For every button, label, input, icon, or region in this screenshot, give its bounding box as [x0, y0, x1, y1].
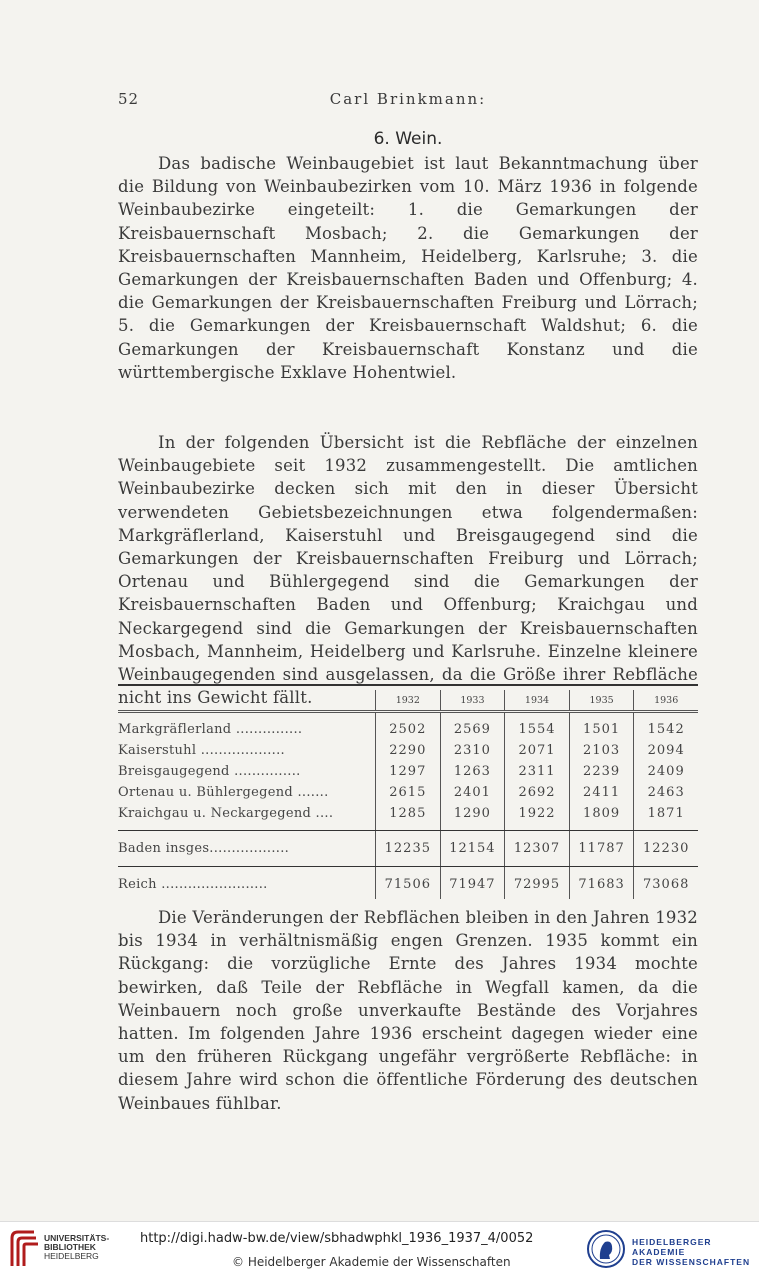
cell-value: 1922	[505, 803, 570, 831]
cell-value: 2310	[440, 740, 505, 761]
paragraph-3	[118, 906, 698, 1115]
year-header: 1933	[440, 690, 505, 712]
cell-value: 71683	[569, 867, 634, 900]
cell-value: 71947	[440, 867, 505, 900]
viewer-footer	[0, 1221, 759, 1276]
paragraph-text: Die Veränderungen der Rebflächen bleiben in den Jahren 1932 bis 1934 in verhältnismäßig engen Grenzen. 1935 kommt ein Rückgang: die vorzügliche Ernte des Jahres 1934 mochte bewirken, daß Teile der Rebfläche in Wegfall kamen, da die Weinbauern noch große unverkaufte Bestände des Vorjahres hatten. Im folgenden Jahre 1936 erscheint dagegen wieder eine um den früheren Rückgang ungefähr vergrößerte Rebfläche: in diesem Jahre wird schon die öffentliche Förderung des deutschen Weinbaues fühlbar.	[118, 908, 698, 1113]
cell-value: 2239	[569, 761, 634, 782]
cell-value: 12235	[376, 831, 441, 867]
table-row	[118, 782, 698, 803]
label-column-header	[118, 690, 376, 712]
year-header: 1932	[376, 690, 441, 712]
table-row	[118, 803, 698, 831]
paragraph-text: Das badische Weinbaugebiet ist laut Bekanntmachung über die Bildung von Weinbaubezirken vom 10. März 1936 in folgende Weinbaubezirke eingeteilt: 1. die Gemarkungen der Kreisbauernschaft Mosbach; 2. die Gemarkungen der Kreisbauernschaften Mannheim, Heidelberg, Karlsruhe; 3. die Gemarkungen der Kreisbauernschaften Baden und Offenburg; 4. die Gemarkungen der Kreisbauernschaften Freiburg und Lörrach; 5. die Gemarkungen der Kreisbauernschaft Waldshut; 6. die Gemarkungen der Kreisbauernschaft Konstanz und die württembergische Exklave Hohentwiel.	[118, 154, 698, 382]
cell-value: 2094	[647, 743, 685, 758]
row-label: Reich ........................	[118, 867, 376, 900]
cell-value: 2290	[376, 740, 441, 761]
cell-value: 12307	[505, 831, 570, 867]
cell-value: 12154	[440, 831, 505, 867]
cell-value: 2071	[505, 740, 570, 761]
cell-value: 2463	[647, 785, 685, 800]
cell-value: 2103	[569, 740, 634, 761]
cell-value: 1263	[440, 761, 505, 782]
paragraph-2	[118, 431, 698, 709]
table-sum-row	[118, 831, 698, 867]
table-row	[118, 761, 698, 782]
section-title: 6. Wein.	[373, 129, 443, 149]
table-row	[118, 712, 698, 741]
cell-value: 1290	[440, 803, 505, 831]
paragraph-1	[118, 152, 698, 384]
year-header: 1934	[505, 690, 570, 712]
data-table	[118, 690, 698, 899]
cell-value: 73068	[643, 877, 690, 892]
table-total-row	[118, 867, 698, 900]
row-label: Breisgaugegend ...............	[118, 761, 376, 782]
permalink-url[interactable]: http://digi.hadw-bw.de/view/sbhadwphkl_1936_1937_4/0052	[140, 1231, 534, 1246]
row-label: Ortenau u. Bühlergegend .......	[118, 782, 376, 803]
cell-value: 1501	[569, 712, 634, 741]
cell-value: 72995	[505, 867, 570, 900]
cell-value: 1285	[376, 803, 441, 831]
page-number: 52	[118, 90, 140, 108]
university-library-name: UNIVERSITÄTS- BIBLIOTHEK HEIDELBERG	[44, 1233, 110, 1261]
vineyard-area-table	[118, 684, 698, 899]
academy-name: HEIDELBERGER AKADEMIE DER WISSENSCHAFTEN	[632, 1237, 751, 1267]
university-library-logo-icon	[8, 1228, 42, 1270]
cell-value: 2411	[569, 782, 634, 803]
cell-value: 1297	[376, 761, 441, 782]
cell-value: 2615	[376, 782, 441, 803]
table-row	[118, 740, 698, 761]
cell-value: 1809	[569, 803, 634, 831]
row-label: Kaiserstuhl ...................	[118, 740, 376, 761]
cell-value: 12230	[634, 831, 698, 867]
paragraph-text: In der folgenden Übersicht ist die Rebfläche der einzelnen Weinbaugebiete seit 1932 zusammengestellt. Die amtlichen Weinbaubezirke decken sich mit den in dieser Übersicht verwendeten Gebietsbezeichnungen etwa folgendermaßen: Markgräflerland, Kaiserstuhl und Breisgaugegend sind die Gemarkungen der Kreisbauernschaften Freiburg und Lörrach; Ortenau und Bühlergegend sind die Gemarkungen der Kreisbauernschaften Baden und Offenburg; Kraichgau und Neckargegend sind die Gemarkungen der Kreisbauernschaften Mosbach, Mannheim, Heidelberg und Karlsruhe. Einzelne kleinere Weinbaugegenden sind ausgelassen, da die Größe ihrer Rebfläche nicht ins Gewicht fällt.	[118, 433, 698, 708]
cell-value: 2692	[505, 782, 570, 803]
cell-value: 2409	[647, 764, 685, 779]
copyright-notice: © Heidelberger Akademie der Wissenschaften	[232, 1255, 511, 1269]
cell-value: 2569	[440, 712, 505, 741]
cell-value: 71506	[376, 867, 441, 900]
table-header-row	[118, 690, 698, 712]
running-head: Carl Brinkmann:	[329, 90, 487, 108]
year-header: 1935	[569, 690, 634, 712]
row-label: Kraichgau u. Neckargegend ....	[118, 803, 376, 831]
year-header: 1936	[634, 690, 698, 712]
academy-seal-icon	[586, 1228, 626, 1270]
row-label: Markgräflerland ...............	[118, 712, 376, 741]
cell-value: 2311	[505, 761, 570, 782]
cell-value: 2502	[376, 712, 441, 741]
cell-value: 11787	[569, 831, 634, 867]
cell-value: 1554	[505, 712, 570, 741]
cell-value: 2401	[440, 782, 505, 803]
page-header	[118, 90, 698, 112]
cell-value: 1871	[634, 803, 698, 831]
cell-value: 1542	[647, 722, 685, 737]
row-label: Baden insges..................	[118, 831, 376, 867]
